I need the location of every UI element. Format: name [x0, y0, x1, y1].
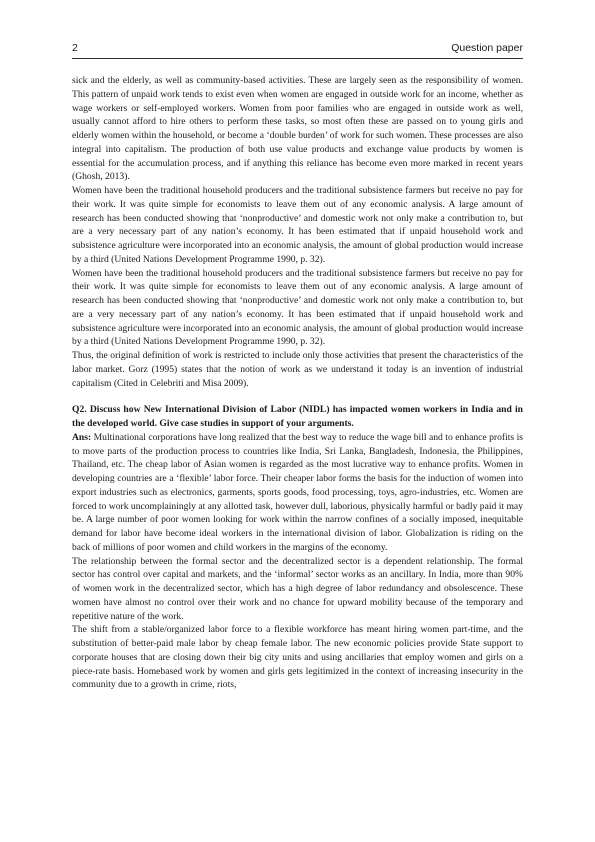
answer-paragraph [72, 431, 523, 555]
question-heading: Q2. Discuss how New International Division of Labor (NIDL) has impacted women workers in India and in the developed world. Give case studies in support of your arguments. [72, 404, 523, 429]
page-number: 2 [72, 42, 78, 54]
answer-text: Multinational corporations have long realized that the best way to reduce the wage bill and to enhance profits is to move parts of the production process to countries like India, Sri Lanka, Bangladesh, Indonesia, the Philippines, Thailand, etc. The cheap labor of Asian women is regarded as the most lucrative way to enhance profits. Women in developing countries are a ‘flexible’ labor force. Their cheaper labor forms the basis for the induction of women into export industries such as electronics, garments, sports goods, food processing, toys, agro-industries, etc. Women are forced to work uncomplainingly at any allotted task, however dull, laborious, physically harmful or badly paid it may be. A large number of poor women looking for work within the narrow confines of a socially imposed, inequitable demand for labor have become ideal workers in the international division of labor. Globalization is riding on the back of millions of poor women and child workers in the margins of the economy. [72, 431, 523, 553]
header-title: Question paper [451, 42, 523, 54]
document-body [72, 74, 523, 692]
page-header [72, 42, 523, 59]
paragraph-household-producers: Women have been the traditional household producers and the traditional subsistence farmers but receive no pay for their work. It was quite simple for economists to leave them out of any economic analysis. A large amount of research has been conducted showing that ‘nonproductive’ and domestic work not only make a contribution to, but are a very necessary part of any nation’s economy. It has been estimated that if unpaid household work and subsistence agriculture were incorporated into an economic analysis, the amount of global production would increase by a third (United Nations Development Programme 1990, p. 32). [72, 185, 523, 265]
paragraph-household-producers-repeat: Women have been the traditional household producers and the traditional subsistence farmers but receive no pay for their work. It was quite simple for economists to leave them out of any economic analysis. A large amount of research has been conducted showing that ‘nonproductive’ and domestic work not only make a contribution to, but are a very necessary part of any nation’s economy. It has been estimated that if unpaid household work and subsistence agriculture were incorporated into an economic analysis, the amount of global production would increase by a third (United Nations Development Programme 1990, p. 32). [72, 267, 523, 348]
paragraph-definition-of-work: Thus, the original definition of work is restricted to include only those activities that present the characteristics of the labor market. Gorz (1995) states that the notion of work as we understand it today is an invention of industrial capitalism (Cited in Celebriti and Misa 2009). [72, 350, 523, 389]
answer-label: Ans: [72, 431, 92, 443]
paragraph-unpaid-work: sick and the elderly, as well as community-based activities. These are largely seen as the responsibility of women. This pattern of unpaid work tends to exist even when women are engaged in outside work for an income, whether as wage workers or self-employed workers. Women from poor families who are engaged in outside work as well, usually cannot afford to hire others to perform these tasks, so most often these are passed on to young girls and elderly women within the household, or become a ‘double burden’ of work for such women. These processes are also integral into capitalism. The production of both use value products and exchange value products by women is essential for the accumulation process, and if anything this reliance has become even more marked in recent years (Ghosh, 2013). [72, 75, 523, 183]
paragraph-flexible-workforce: The shift from a stable/organized labor force to a flexible workforce has meant hiring women part-time, and the substitution of better-paid male labor by cheap female labor. The new economic policies provide State support to corporate houses that are closing down their big city units and using ancillaries that employ women and girls on a piece-rate basis. Homebased work by women and girls gets legitimized in the context of increasing insecurity in the community due to a growth in crime, riots, [72, 624, 523, 691]
paragraph-formal-sector: The relationship between the formal sector and the decentralized sector is a dependent relationship. The formal sector has control over capital and markets, and the ‘informal’ sector works as an ancillary. In India, more than 90% of women work in the decentralized sector, which has a high degree of labor redundancy and obsolescence. These women have almost no control over their work and no chance for upward mobility because of the temporary and repetitive nature of the work. [72, 555, 523, 622]
